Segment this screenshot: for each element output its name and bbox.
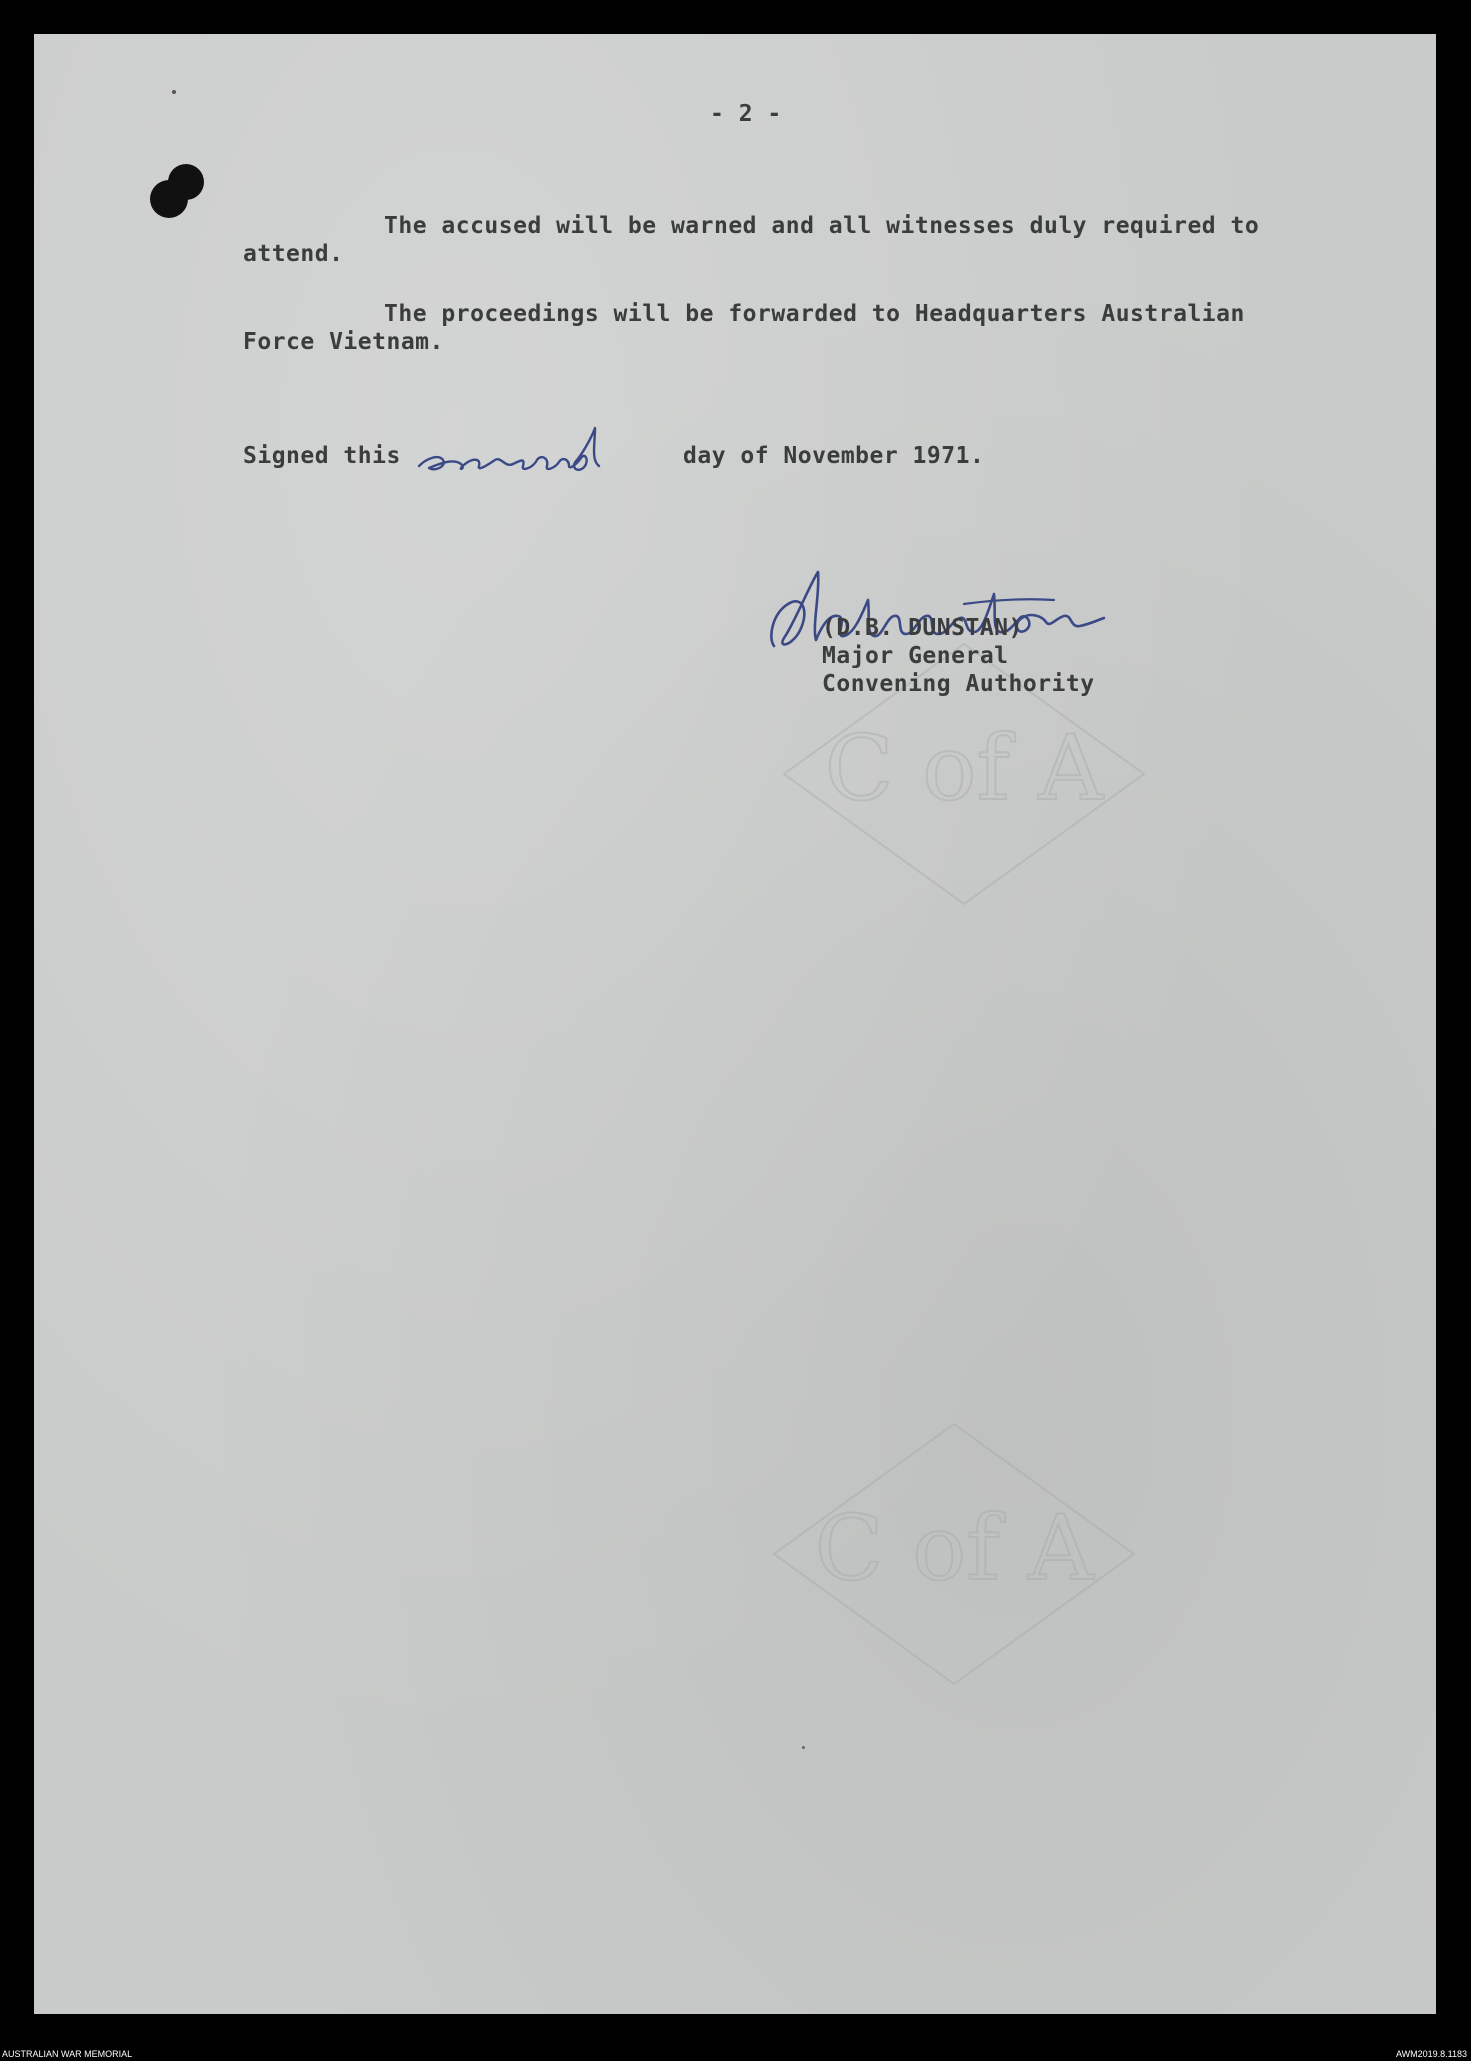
page-number: - 2 - [710,101,782,127]
signed-day-handwritten [409,414,629,484]
signatory-role: Convening Authority [822,671,1095,697]
signatory-rank: Major General [822,643,1009,669]
document-page [34,34,1436,2014]
signed-prefix: Signed this [243,443,401,469]
paragraph-1-line-2: attend. [243,241,344,267]
watermark-text: C of A [824,716,1104,821]
paragraph-1-line-1: The accused will be warned and all witnesses duly required to [384,213,1260,239]
handwriting-second-svg [409,414,629,484]
punch-hole [168,164,204,200]
paper-speck [172,90,176,94]
watermark-emboss [764,1414,1144,1694]
footer-reference: AWM2019.8.1183 [1395,2049,1467,2059]
paragraph-2-line-1: The proceedings will be forwarded to Headquarters Australian [384,301,1245,327]
paper-speck [802,1746,805,1749]
signed-suffix: day of November 1971. [683,443,985,469]
paragraph-2-line-2: Force Vietnam. [243,329,444,355]
watermark-text: C of A [814,1496,1094,1601]
footer-credit: AUSTRALIAN WAR MEMORIAL [2,2049,133,2059]
signatory-name: (D.B. DUNSTAN) [822,615,1023,641]
